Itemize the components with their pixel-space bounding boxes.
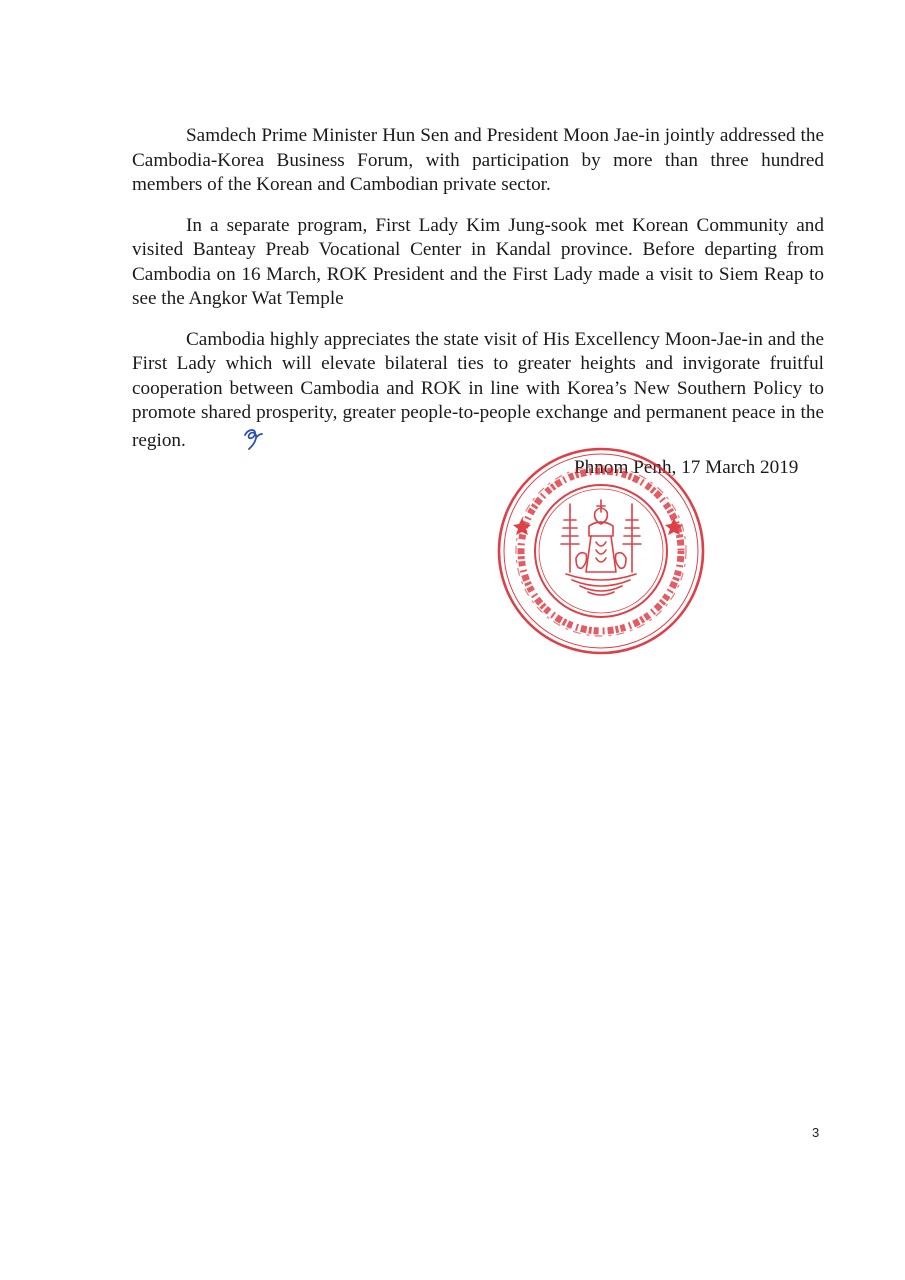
page-number: 3 [812,1125,820,1140]
paragraph-appreciation [132,328,824,460]
date-line: Phnom Penh, 17 March 2019 [574,457,799,478]
paragraph-first-lady-program: In a separate program, First Lady Kim Jung-sook met Korean Community and visited Banteay Preab Vocational Center in Kandal province. Before departing from Cambodia on 16 March, ROK President and the First Lady made a visit to Siem Reap to see the Angkor Wat Temple [132,214,824,309]
official-seal-icon [496,446,706,656]
paragraph-appreciation-text: Cambodia highly appreciates the state visit of His Excellency Moon-Jae-in and the First Lady which will elevate bilateral ties to greater heights and invigorate fruitful cooperation between Cambodia and ROK in line with Korea’s New Southern Policy to promote shared prosperity, greater people-to-people exchange and permanent peace in the region. [132,328,824,451]
paragraph-business-forum: Samdech Prime Minister Hun Sen and President Moon Jae-in jointly addressed the Cambodia-Korea Business Forum, with participation by more than three hundred members of the Korean and Cambodian private sector. [132,125,824,195]
handwritten-initial-icon [188,426,264,460]
document-body [132,124,824,475]
